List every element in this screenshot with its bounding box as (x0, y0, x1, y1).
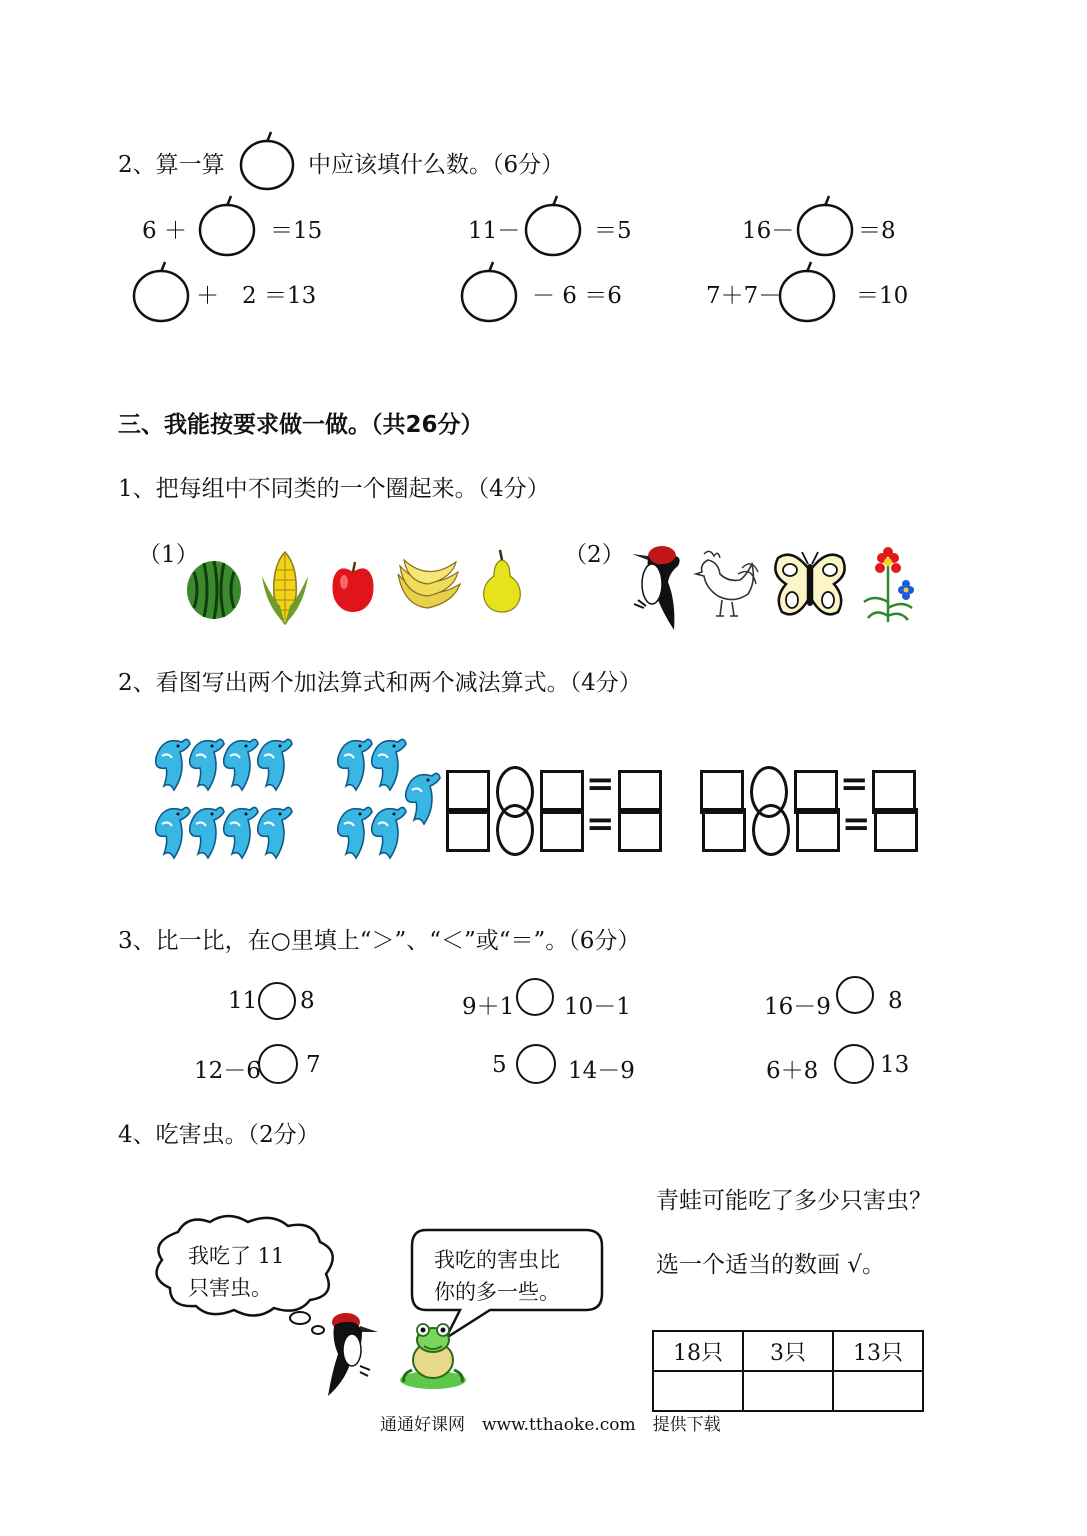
compare-right: 10－1 (564, 994, 631, 1020)
compare-left: 16－9 (764, 994, 831, 1020)
section3-heading: 三、我能按要求做一做。（共26分） (118, 412, 484, 438)
answer-box[interactable] (618, 808, 662, 852)
compare-left: 12－6 (194, 1058, 261, 1084)
q3-1-title: 1、把每组中不同类的一个圈起来。（4分） (118, 476, 550, 502)
flower-icon[interactable] (856, 546, 918, 624)
operator-oval[interactable] (496, 804, 534, 856)
apple-blank-icon[interactable] (524, 194, 584, 258)
apple-blank-icon[interactable] (778, 260, 838, 324)
bubble2-line2: 你的多一些。 (434, 1280, 560, 1304)
eq6-right: ＝10 (856, 283, 909, 309)
compare-right: 14－9 (568, 1058, 635, 1084)
check-cell-3[interactable] (743, 1371, 833, 1411)
watermelon-icon[interactable] (186, 558, 242, 620)
compare-right: 7 (306, 1052, 321, 1078)
eq2-right: ＝5 (594, 218, 632, 244)
equals-sign: = (842, 804, 871, 844)
compare-left: 6＋8 (766, 1058, 819, 1084)
eq6-left: 7＋7－ (706, 283, 782, 309)
compare-left: 9＋1 (462, 994, 515, 1020)
pear-icon[interactable] (478, 546, 526, 614)
answer-box[interactable] (702, 808, 746, 852)
compare-circle[interactable] (258, 982, 296, 1020)
woodpecker-icon[interactable] (628, 542, 686, 636)
apple-outline-icon (238, 130, 296, 192)
compare-circle[interactable] (258, 1044, 298, 1084)
eq5-right: － 6 ＝6 (532, 283, 622, 309)
frog-icon (398, 1318, 468, 1390)
compare-right: 8 (300, 988, 315, 1014)
eq3-right: ＝8 (858, 218, 896, 244)
frog-instruction: 选一个适当的数画 √。 (656, 1252, 885, 1278)
operator-oval[interactable] (752, 804, 790, 856)
answer-box[interactable] (796, 808, 840, 852)
choice-18: 18只 (653, 1331, 743, 1371)
compare-right: 13 (880, 1052, 910, 1078)
group1-label: （1） (138, 542, 199, 568)
bubble1-line2: 只害虫。 (188, 1276, 272, 1300)
equals-sign: = (840, 764, 869, 804)
answer-box[interactable] (874, 808, 918, 852)
check-cell-18[interactable] (653, 1371, 743, 1411)
eq3-left: 16－ (742, 218, 795, 244)
apple-blank-icon[interactable] (132, 260, 192, 324)
compare-circle[interactable] (834, 1044, 874, 1084)
answer-box[interactable] (540, 808, 584, 852)
check-cell-13[interactable] (833, 1371, 923, 1411)
eq4-right: ＋ 2 ＝13 (196, 283, 317, 309)
apple-icon[interactable] (330, 558, 376, 614)
rooster-icon[interactable] (694, 548, 762, 620)
corn-icon[interactable] (258, 546, 312, 626)
compare-circle[interactable] (516, 978, 554, 1016)
eq2-left: 11－ (468, 218, 521, 244)
apple-blank-icon[interactable] (796, 194, 856, 258)
bubble1-line1: 我吃了 11 (188, 1244, 285, 1268)
choice-13: 13只 (833, 1331, 923, 1371)
banana-icon[interactable] (394, 556, 462, 616)
compare-circle[interactable] (516, 1044, 556, 1084)
q3-2-title: 2、看图写出两个加法算式和两个减法算式。（4分） (118, 670, 642, 696)
apple-blank-icon[interactable] (198, 194, 258, 258)
answer-box[interactable] (446, 808, 490, 852)
equals-sign: = (586, 764, 615, 804)
choice-table (652, 1330, 924, 1412)
eq1-right: ＝15 (270, 218, 323, 244)
compare-left: 11 (228, 988, 258, 1014)
dolphin-group (150, 728, 440, 864)
bubble2-line1: 我吃的害虫比 (434, 1248, 560, 1272)
equals-sign: = (586, 804, 615, 844)
compare-left: 5 (492, 1052, 507, 1078)
compare-circle[interactable] (836, 976, 874, 1014)
q2-title-suffix: 中应该填什么数。（6分） (308, 152, 565, 178)
q3-3-title: 3、比一比，在○里填上“＞”、“＜”或“＝”。（6分） (118, 928, 641, 954)
q3-4-title: 4、吃害虫。（2分） (118, 1122, 320, 1148)
choice-3: 3只 (743, 1331, 833, 1371)
woodpecker-icon (316, 1310, 380, 1402)
compare-right: 8 (888, 988, 903, 1014)
footer-credit: 通通好课网 www.tthaoke.com 提供下载 (380, 1415, 721, 1435)
frog-question: 青蛙可能吃了多少只害虫？ (656, 1188, 932, 1214)
eq1-left: 6 ＋ (142, 218, 187, 244)
butterfly-icon[interactable] (772, 548, 848, 622)
q2-title: 2、算一算 (118, 152, 225, 178)
apple-blank-icon[interactable] (460, 260, 520, 324)
group2-label: （2） (564, 542, 625, 568)
